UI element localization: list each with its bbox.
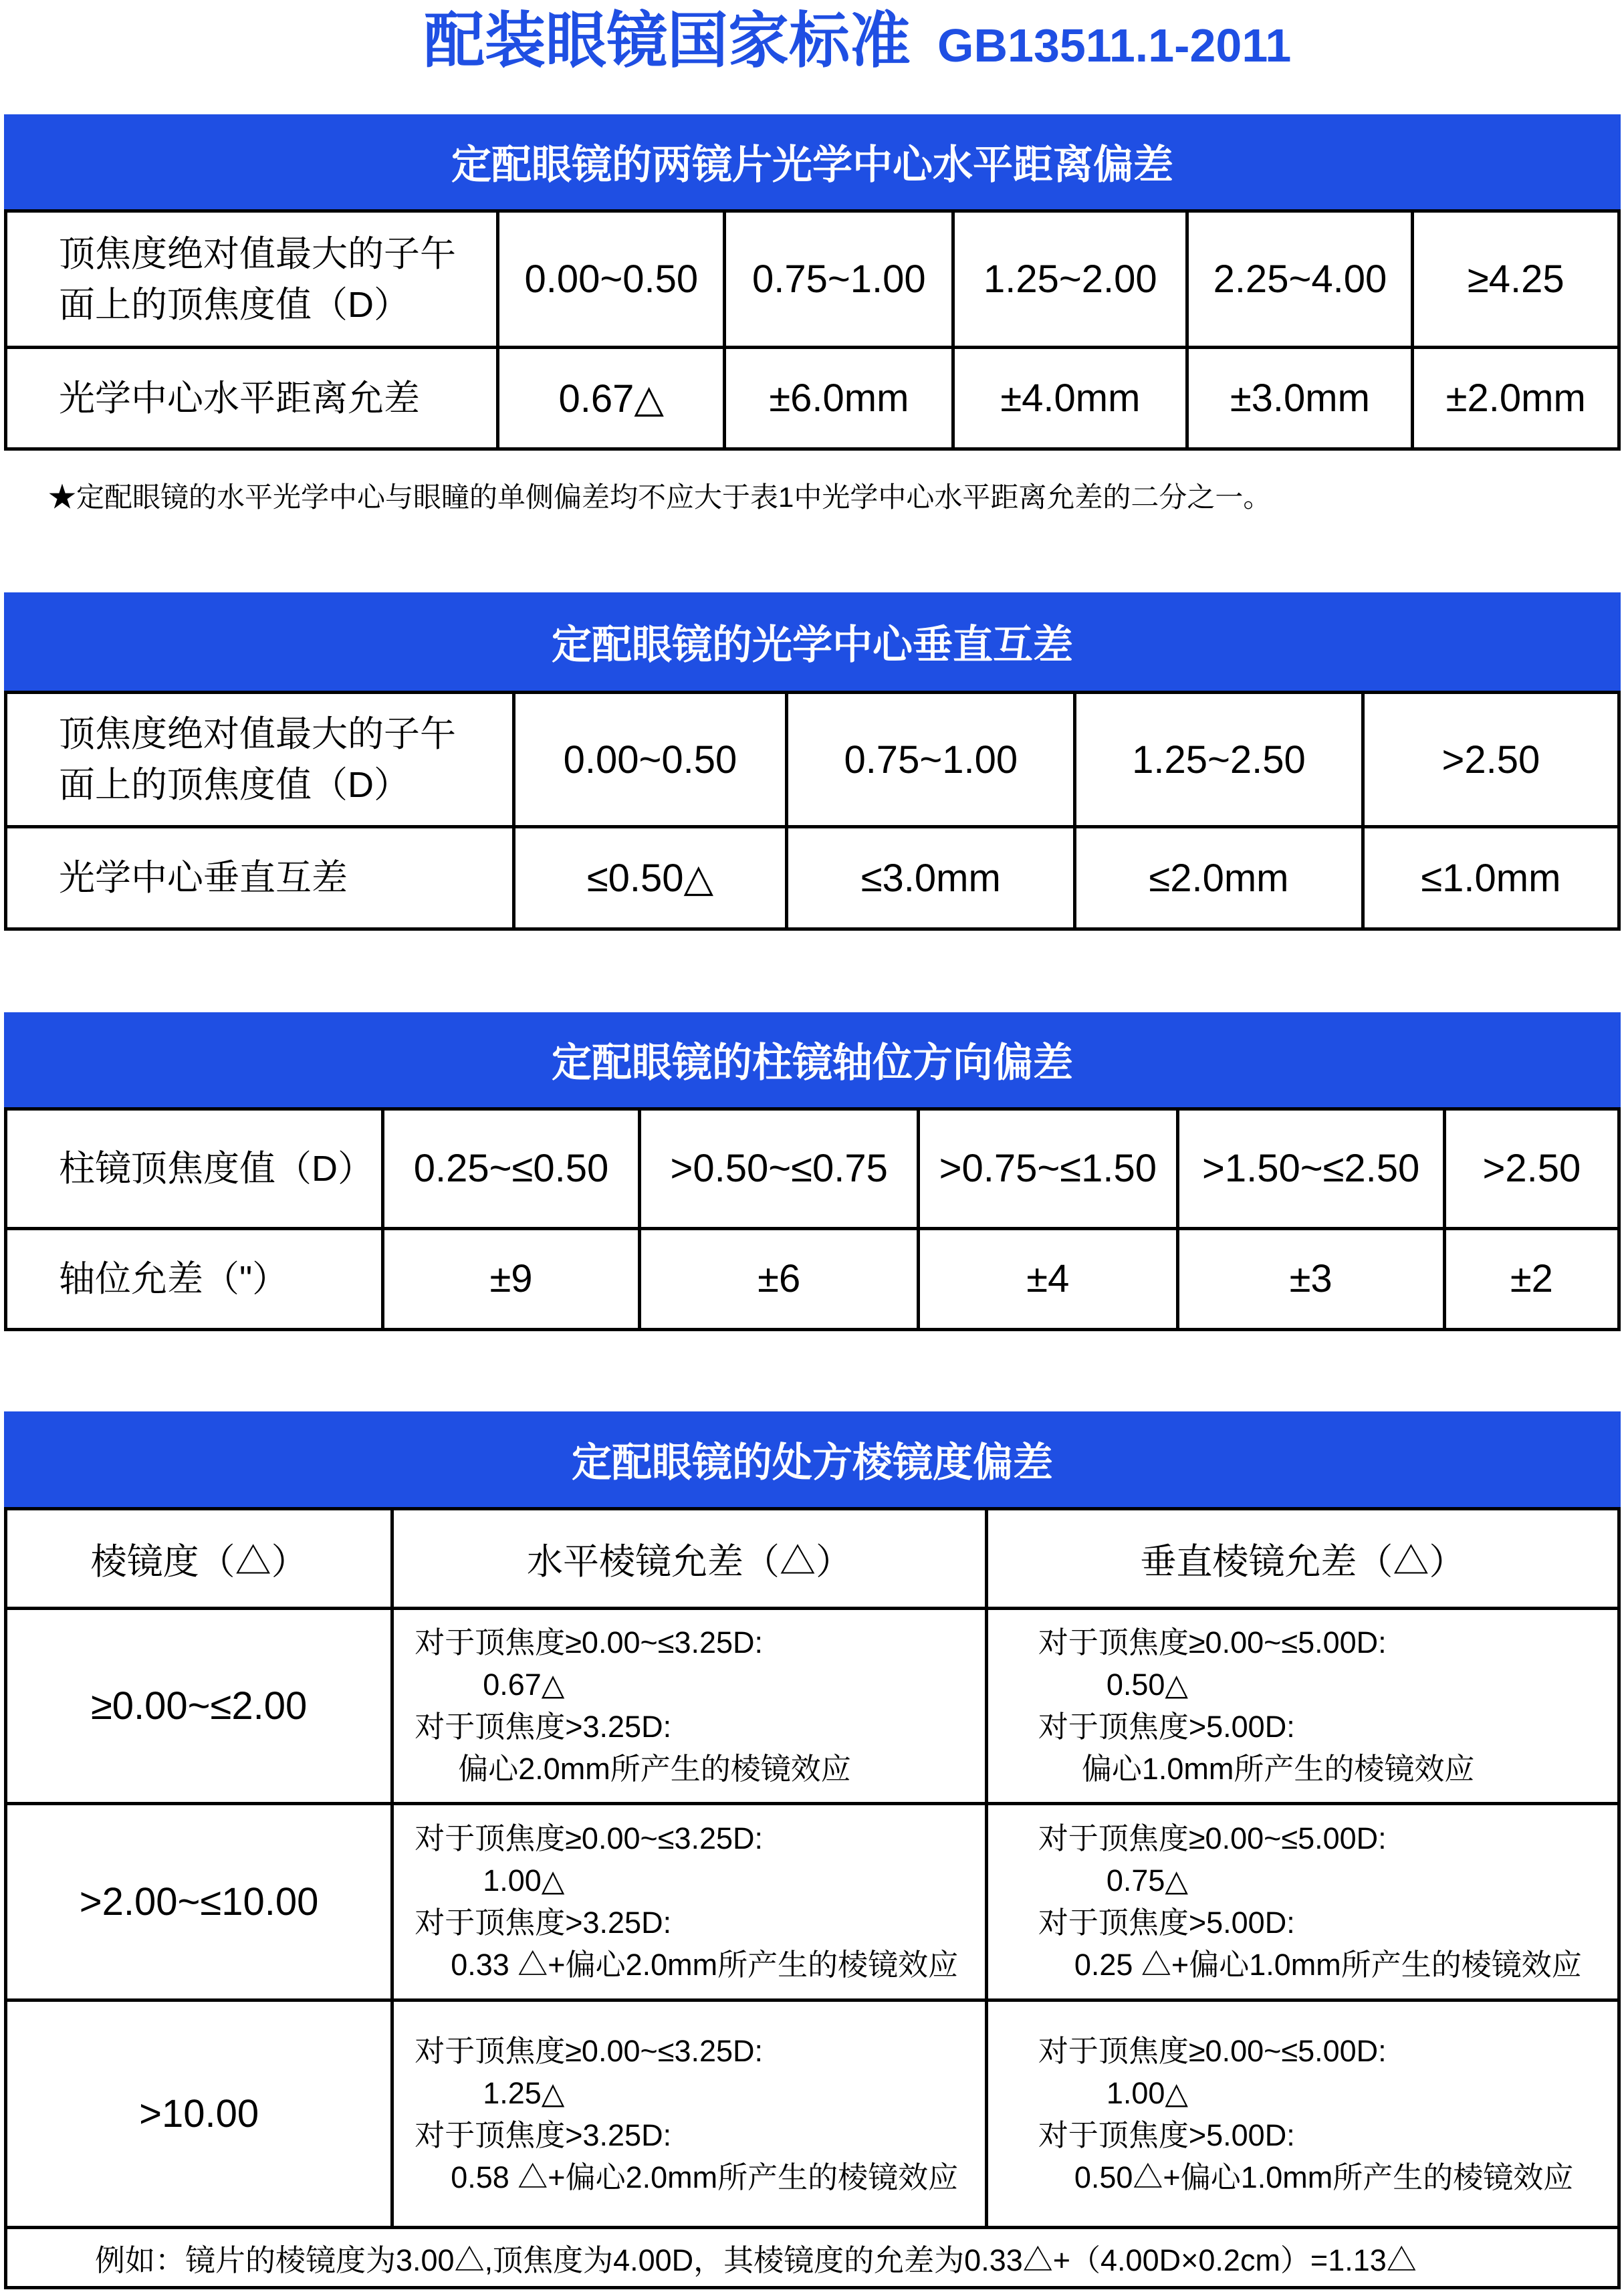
value-cell: 0.25~≤0.50	[384, 1111, 638, 1227]
condition-line: 对于顶焦度>5.00D:	[1038, 2117, 1295, 2152]
standard-code: GB13511.1-2011	[937, 19, 1292, 72]
page-title	[424, 1, 1291, 82]
row-header-line: 光学中心垂直互差	[59, 858, 348, 899]
row-header-line: 面上的顶焦度值（D）	[59, 284, 410, 325]
row-header-line: 轴位允差（"）	[59, 1258, 289, 1299]
tolerance-value: 1.00△	[483, 1863, 565, 1898]
table-heading: 定配眼镜的处方棱镜度偏差	[4, 1411, 1621, 1507]
value-cell: 0.00~0.50	[499, 213, 723, 346]
table-heading: 定配眼镜的两镜片光学中心水平距离偏差	[4, 114, 1621, 209]
vertical-tolerance-cell	[988, 1610, 1617, 1801]
value-cell: ±2	[1446, 1230, 1617, 1328]
tolerance-value: 0.50△+偏心1.0mm所产生的棱镜效应	[1074, 2160, 1574, 2194]
condition-line: 对于顶焦度≥0.00~≤3.25D:	[415, 2033, 764, 2068]
value-cell: >2.50	[1446, 1111, 1617, 1227]
column-header-horizontal: 水平棱镜允差（△）	[394, 1510, 985, 1607]
value-cell: 0.75~1.00	[726, 213, 951, 346]
condition-line: 对于顶焦度≥0.00~≤5.00D:	[1038, 2033, 1387, 2068]
row-header-tolerance	[7, 828, 512, 927]
value-cell: ±6	[641, 1230, 917, 1328]
condition-line: 对于顶焦度>3.25D:	[415, 1906, 672, 1940]
horizontal-tolerance-cell	[394, 1610, 985, 1801]
row-header-line: 柱镜顶焦度值（D）	[59, 1148, 374, 1189]
data-table	[4, 1107, 1621, 1331]
condition-line: 对于顶焦度>3.25D:	[415, 1710, 672, 1744]
row-header-line: 光学中心水平距离允差	[59, 378, 420, 419]
tolerance-value: 0.25 △+偏心1.0mm所产生的棱镜效应	[1074, 1948, 1582, 1982]
value-cell: >0.75~≤1.50	[920, 1111, 1175, 1227]
value-cell: ±6.0mm	[726, 349, 951, 447]
table-horizontal-center-distance	[4, 114, 1621, 451]
table-prism-deviation	[4, 1411, 1621, 2289]
column-header-prism: 棱镜度（△）	[7, 1510, 390, 1607]
horizontal-tolerance-cell	[394, 1805, 985, 1998]
row-header-tolerance	[7, 349, 496, 447]
value-cell: ±9	[384, 1230, 638, 1328]
value-cell: ±4.0mm	[955, 349, 1185, 447]
tolerance-value: 偏心2.0mm所产生的棱镜效应	[458, 1752, 851, 1787]
value-cell: ≤0.50△	[515, 828, 786, 927]
condition-line: 对于顶焦度>3.25D:	[415, 2117, 672, 2152]
value-cell: ±4	[920, 1230, 1175, 1328]
condition-line: 对于顶焦度≥0.00~≤3.25D:	[415, 1821, 764, 1856]
tolerance-value: 1.25△	[483, 2075, 565, 2110]
table-cylinder-axis-deviation	[4, 1012, 1621, 1331]
tolerance-value: 0.58 △+偏心2.0mm所产生的棱镜效应	[451, 2160, 959, 2194]
row-header-axis-tolerance	[7, 1230, 381, 1328]
value-cell: ≤2.0mm	[1076, 828, 1361, 927]
condition-line: 对于顶焦度≥0.00~≤3.25D:	[415, 1625, 764, 1660]
value-cell: ±3.0mm	[1189, 349, 1411, 447]
table-vertical-center-difference	[4, 592, 1621, 931]
value-cell: ±2.0mm	[1414, 349, 1617, 447]
value-cell: ±3	[1179, 1230, 1443, 1328]
row-header-power	[7, 694, 512, 825]
table-heading: 定配眼镜的光学中心垂直互差	[4, 592, 1621, 691]
example-note: 例如：镜片的棱镜度为3.00△,顶焦度为4.00D，其棱镜度的允差为0.33△+（4.00D×0.2cm）=1.13△	[7, 2229, 1617, 2286]
tolerance-value: 0.50△	[1106, 1668, 1189, 1702]
prism-range-cell: ≥0.00~≤2.00	[7, 1610, 390, 1801]
condition-line: 对于顶焦度>5.00D:	[1038, 1906, 1295, 1940]
data-table	[4, 1507, 1621, 2289]
value-cell: 2.25~4.00	[1189, 213, 1411, 346]
tolerance-value: 0.67△	[483, 1668, 565, 1702]
data-table	[4, 691, 1621, 931]
row-header-line: 顶焦度绝对值最大的子午	[59, 714, 456, 755]
table-heading: 定配眼镜的柱镜轴位方向偏差	[4, 1012, 1621, 1107]
title-main: 配装眼镜国家标准	[424, 7, 911, 75]
vertical-tolerance-cell	[988, 2002, 1617, 2226]
vertical-tolerance-cell	[988, 1805, 1617, 1998]
prism-range-cell: >10.00	[7, 2002, 390, 2226]
column-header-vertical: 垂直棱镜允差（△）	[988, 1510, 1617, 1607]
data-table	[4, 209, 1621, 451]
horizontal-tolerance-cell	[394, 2002, 985, 2226]
value-cell: 1.25~2.00	[955, 213, 1185, 346]
row-header-power	[7, 213, 496, 346]
condition-line: 对于顶焦度≥0.00~≤5.00D:	[1038, 1625, 1387, 1660]
value-cell: 0.00~0.50	[515, 694, 786, 825]
tolerance-value: 1.00△	[1106, 2075, 1189, 2110]
value-cell: 0.67△	[499, 349, 723, 447]
value-cell: ≤3.0mm	[788, 828, 1073, 927]
row-header-line: 顶焦度绝对值最大的子午	[59, 233, 456, 274]
prism-range-cell: >2.00~≤10.00	[7, 1805, 390, 1998]
value-cell: 0.75~1.00	[788, 694, 1073, 825]
tolerance-value: 0.75△	[1106, 1863, 1189, 1898]
tolerance-value: 0.33 △+偏心2.0mm所产生的棱镜效应	[451, 1948, 959, 1982]
value-cell: ≥4.25	[1414, 213, 1617, 346]
value-cell: >1.50~≤2.50	[1179, 1111, 1443, 1227]
value-cell: 1.25~2.50	[1076, 694, 1361, 825]
row-header-cylinder-power	[7, 1111, 381, 1227]
value-cell: >2.50	[1365, 694, 1617, 825]
row-header-line: 面上的顶焦度值（D）	[59, 765, 410, 806]
tolerance-value: 偏心1.0mm所产生的棱镜效应	[1081, 1752, 1475, 1787]
value-cell: ≤1.0mm	[1365, 828, 1617, 927]
condition-line: 对于顶焦度≥0.00~≤5.00D:	[1038, 1821, 1387, 1856]
footnote: ★定配眼镜的水平光学中心与眼瞳的单侧偏差均不应大于表1中光学中心水平距离允差的二分之一。	[48, 481, 1272, 513]
value-cell: >0.50~≤0.75	[641, 1111, 917, 1227]
condition-line: 对于顶焦度>5.00D:	[1038, 1710, 1295, 1744]
